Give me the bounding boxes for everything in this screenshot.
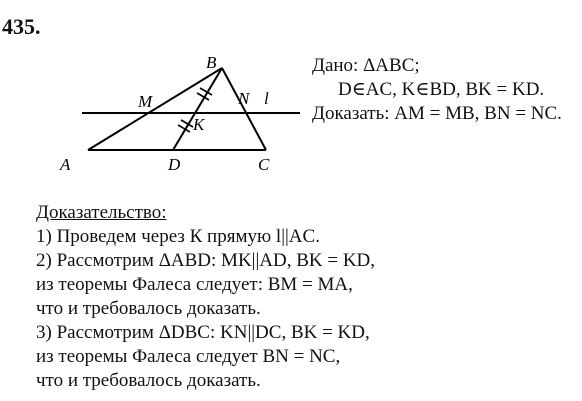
proof-line: что и требовалось доказать. — [36, 298, 261, 319]
proof-title: Доказательство: — [36, 202, 167, 223]
proof-line: из теоремы Фалеса следует BN = NC, — [36, 346, 341, 367]
segment-ab — [88, 68, 222, 150]
label-c: C — [258, 155, 270, 174]
label-b: B — [206, 53, 217, 72]
segment-bd — [173, 68, 222, 150]
triangle-figure — [50, 48, 300, 188]
prove-line: Доказать: AM = MB, BN = NC. — [312, 103, 562, 124]
given-line: D∈AC, K∈BD, BK = KD. — [338, 79, 545, 100]
proof-block — [36, 201, 375, 393]
label-d: D — [168, 155, 181, 174]
proof-line: из теоремы Фалеса следует: BM = MA, — [36, 274, 353, 295]
problem-number: 435. — [2, 14, 41, 39]
proof-line: 1) Проведем через К прямую l||AC. — [36, 226, 320, 247]
proof-line: что и требовалось доказать. — [36, 370, 261, 391]
given-block — [312, 54, 562, 126]
label-n: N — [238, 89, 250, 108]
label-k: K — [193, 115, 205, 134]
label-a: A — [60, 155, 71, 174]
label-l: l — [264, 89, 269, 108]
proof-line: 2) Рассмотрим ΔABD: MK||AD, BK = KD, — [36, 250, 376, 271]
label-m: M — [138, 92, 153, 111]
proof-line: 3) Рассмотрим ΔDBC: KN||DC, BK = KD, — [36, 322, 370, 343]
segment-bc — [222, 68, 266, 150]
given-line: Дано: ΔABC; — [312, 55, 420, 76]
